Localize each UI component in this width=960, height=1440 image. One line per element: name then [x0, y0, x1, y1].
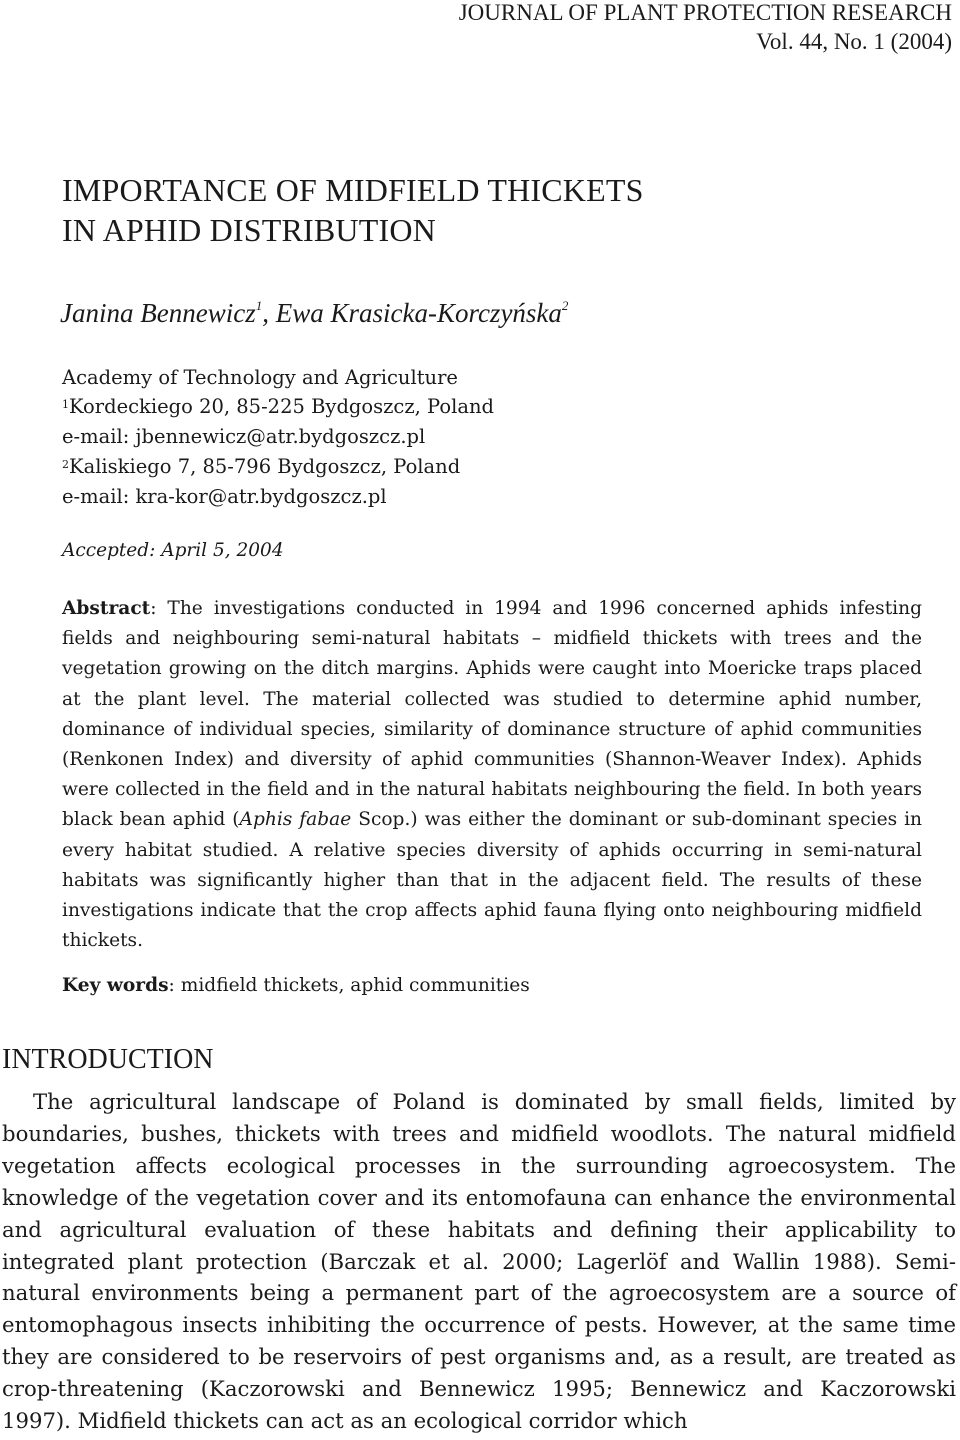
author-2: Ewa Krasicka-Korczyńska: [275, 298, 562, 328]
author-list: [60, 298, 568, 329]
address-2-mark: 2: [62, 458, 69, 471]
keywords-text: : midfield thickets, aphid communities: [168, 975, 530, 996]
affiliation-email-2: e-mail: kra-kor@atr.bydgoszcz.pl: [62, 485, 387, 508]
affiliation-institution: Academy of Technology and Agriculture: [62, 366, 458, 389]
affiliation-address-1: [62, 392, 494, 422]
journal-volume: Vol. 44, No. 1 (2004): [756, 29, 952, 54]
title-line-1: IMPORTANCE OF MIDFIELD THICKETS: [62, 172, 644, 208]
address-1-mark: 1: [62, 398, 69, 411]
address-2-text: Kaliskiego 7, 85-796 Bydgoszcz, Poland: [69, 455, 461, 478]
keywords: [62, 975, 530, 996]
author-1: Janina Bennewicz: [60, 298, 256, 328]
title-line-2: IN APHID DISTRIBUTION: [62, 212, 436, 248]
author-1-affiliation-mark: 1: [255, 298, 263, 313]
abstract: [62, 594, 922, 956]
abstract-text-part-2: Scop.) was either the dominant or sub-dominant species in every habitat studied. A relative species diversity of aphids occurring in semi-natural habitats was significantly higher than that in the adjacent field. The results of these investigations indicate that the crop affects aphid fauna flying onto neighbouring midfield thickets.: [62, 809, 922, 952]
abstract-label: Abstract: [62, 598, 151, 619]
journal-name: JOURNAL OF PLANT PROTECTION RESEARCH: [458, 0, 952, 25]
keywords-label: Key words: [62, 975, 169, 996]
author-2-affiliation-mark: 2: [561, 298, 569, 313]
article-title: [62, 170, 644, 250]
affiliation-address-2: [62, 452, 460, 482]
author-separator: ,: [262, 298, 276, 328]
affiliation-email-1: e-mail: jbennewicz@atr.bydgoszcz.pl: [62, 425, 426, 448]
introduction-paragraph: The agricultural landscape of Poland is dominated by small fields, limited by boundaries, bushes, thickets with trees and midfield woodlots. The natural midfield vegetation affects ecological processes in the surrounding agroecosystem. The knowledge of the vegetation cover and its entomofauna can enhance the environmental and agricultural evaluation of these habitats and defining their applicability to integrated plant protection (Barczak et al. 2000; Lagerlöf and Wallin 1988). Semi-natural environments being a permanent part of the agroecosystem are a source of entomophagous insects inhibiting the occurrence of pests. However, at the same time they are considered to be reservoirs of pest organisms and, as a result, are treated as crop-threatening (Kaczorowski and Bennewicz 1995; Bennewicz and Kaczorowski 1997). Midfield thickets can act as an ecological corridor which: [2, 1089, 956, 1434]
section-heading-introduction: INTRODUCTION: [2, 1044, 214, 1075]
abstract-species-name: Aphis fabae: [239, 809, 352, 831]
abstract-text-part-1: : The investigations conducted in 1994 and 1996 concerned aphids infesting fields and neighbouring semi-natural habitats – midfield thickets with trees and the vegetation growing on the ditch margins. Aphids were caught into Moericke traps placed at the plant level. The material collected was studied to determine aphid number, dominance of individual species, similarity of dominance structure of aphid communities (Renkonen Index) and diversity of aphid communities (Shannon-Weaver Index). Aphids were collected in the field and in the natural habitats neighbouring the field. In both years black bean aphid (: [62, 598, 922, 831]
address-1-text: Kordeckiego 20, 85-225 Bydgoszcz, Poland: [69, 395, 494, 418]
accepted-date: Accepted: April 5, 2004: [62, 540, 284, 561]
